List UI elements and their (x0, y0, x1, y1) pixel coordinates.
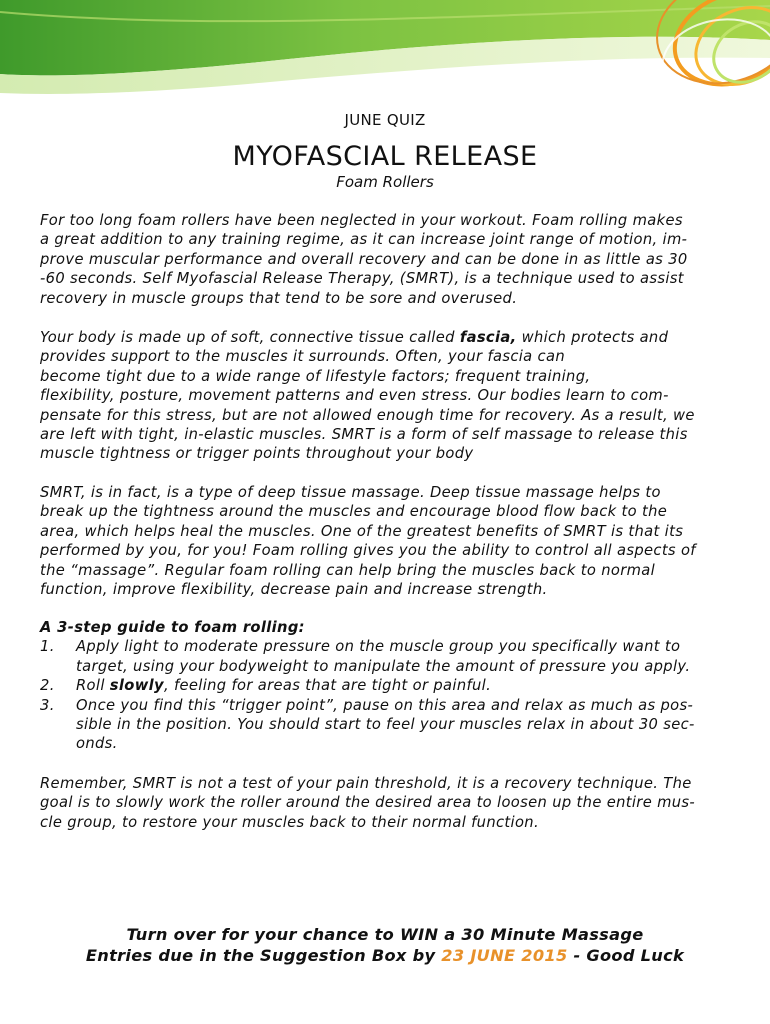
text-line: cle group, to restore your muscles back to their normal function. (40, 813, 539, 831)
step-number: 3. (40, 696, 55, 714)
text-line: For too long foam rollers have been neglected in your workout. Foam rolling makes (40, 212, 683, 229)
text-line: Once you find this “trigger point”, pause on this area and relax as much as pos- (76, 696, 694, 714)
footer-line-2: Entries due in the Suggestion Box by 23 JUNE 2015 - Good Luck (85, 946, 685, 965)
guide-step-2 (40, 676, 735, 695)
footer-callout (0, 924, 770, 966)
text-line: the “massage”. Regular foam rolling can help bring the muscles back to normal (40, 561, 656, 579)
text-line: onds. (76, 735, 118, 753)
text-line: Your body is made up of soft, connective tissue called fascia, which protects and (40, 329, 669, 346)
deadline-date: 23 JUNE 2015 (441, 946, 568, 965)
guide-step-3 (40, 696, 735, 754)
text-line: recovery in muscle groups that tend to be sore and overused. (40, 289, 518, 307)
text-line: pensate for this stress, but are not allowed enough time for recovery. As a result, we (40, 406, 695, 424)
intro-paragraph (40, 211, 735, 308)
text-line: flexibility, posture, movement patterns and even stress. Our bodies learn to com- (40, 387, 669, 405)
text-line: target, using your bodyweight to manipulate the amount of pressure you apply. (76, 657, 691, 675)
text-line: -60 seconds. Self Myofascial Release Therapy, (SMRT), is a technique used to assist (40, 270, 684, 288)
text-line: Roll slowly, feeling for areas that are tight or painful. (76, 677, 492, 695)
guide-step-1 (40, 637, 735, 676)
text-line: provides support to the muscles it surrounds. Often, your fascia can (40, 348, 565, 366)
header-swoosh-banner (0, 0, 770, 110)
text-line: a great addition to any training regime, as it can increase joint range of motion, im- (40, 231, 688, 249)
quiz-label: JUNE QUIZ (344, 111, 426, 129)
fascia-emphasis: fascia, (459, 329, 517, 346)
slowly-emphasis: slowly (109, 677, 164, 695)
footer-line-1: Turn over for your chance to WIN a 30 Minute Massage (126, 925, 644, 944)
smrt-paragraph (40, 483, 735, 599)
text-line: goal is to slowly work the roller around the desired area to loosen up the entire mus- (40, 794, 696, 812)
foam-rolling-guide (40, 618, 735, 754)
fascia-paragraph (40, 328, 735, 464)
guide-heading: A 3-step guide to foam rolling: (40, 619, 305, 636)
text-line: performed by you, for you! Foam rolling gives you the ability to control all aspects of (40, 542, 696, 560)
text-line: break up the tightness around the muscles and encourage blood flow back to the (40, 503, 668, 521)
text-line: muscle tightness or trigger points throughout your body (40, 445, 474, 463)
step-number: 1. (40, 638, 55, 656)
text-line: prove muscular performance and overall recovery and can be done in as little as 30 (40, 250, 688, 268)
step-number: 2. (40, 677, 55, 695)
text-line: Apply light to moderate pressure on the muscle group you specifically want to (76, 638, 681, 656)
page-title: MYOFASCIAL RELEASE (232, 141, 538, 172)
text-line: are left with tight, in-elastic muscles. SMRT is a form of self massage to release this (40, 426, 688, 444)
text-line: function, improve flexibility, decrease pain and increase strength. (40, 581, 548, 599)
text-line: sible in the position. You should start to feel your muscles relax in about 30 sec- (76, 716, 695, 734)
text-line: Remember, SMRT is not a test of your pain threshold, it is a recovery technique. The (40, 775, 692, 792)
text-line: SMRT, is in fact, is a type of deep tissue massage. Deep tissue massage helps to (40, 484, 661, 501)
text-line: area, which helps heal the muscles. One of the greatest benefits of SMRT is that its (40, 522, 684, 540)
closing-paragraph (40, 774, 735, 832)
page-subtitle: Foam Rollers (336, 173, 434, 191)
text-line: become tight due to a wide range of lifestyle factors; frequent training, (40, 367, 591, 385)
